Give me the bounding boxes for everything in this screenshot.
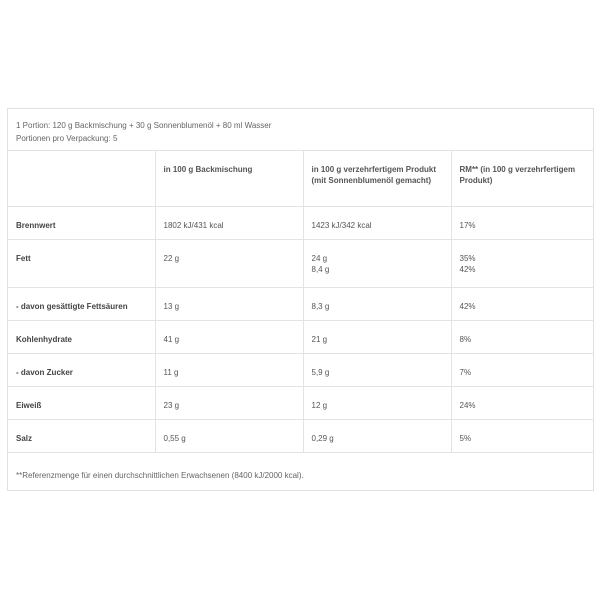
row-label: - davon Zucker <box>8 354 155 387</box>
cell-mix: 41 g <box>155 321 303 354</box>
cell-mix: 23 g <box>155 387 303 420</box>
row-label: - davon gesättigte Fettsäuren <box>8 288 155 321</box>
header-reference-intake: RM** (in 100 g verzehrfertigem Produkt) <box>451 151 593 207</box>
cell-mix: 13 g <box>155 288 303 321</box>
header-empty <box>8 151 155 207</box>
table-row <box>8 288 593 321</box>
row-label: Salz <box>8 420 155 453</box>
row-label: Fett <box>8 240 155 288</box>
table-row <box>8 354 593 387</box>
cell-mix: 1802 kJ/431 kcal <box>155 207 303 240</box>
table-row <box>8 240 593 288</box>
cell-prepared: 5,9 g <box>303 354 451 387</box>
reference-footnote: **Referenzmenge für einen durchschnittlichen Erwachsenen (8400 kJ/2000 kcal). <box>16 471 304 480</box>
row-label: Kohlenhydrate <box>8 321 155 354</box>
cell-ri-line2: 42% <box>459 265 476 274</box>
cell-prepared-line2: 8,4 g <box>311 265 330 274</box>
cell-ri: 17% <box>451 207 593 240</box>
header-per-100g-mix: in 100 g Backmischung <box>155 151 303 207</box>
cell-prepared: 0,29 g <box>303 420 451 453</box>
cell-ri-line1: 35% <box>459 254 476 263</box>
cell-prepared: 12 g <box>303 387 451 420</box>
cell-prepared <box>303 240 451 288</box>
header-per-100g-prepared: in 100 g verzehrfertigem Produkt (mit Sonnenblumenöl gemacht) <box>303 151 451 207</box>
table-header-row <box>8 151 593 207</box>
table-row <box>8 387 593 420</box>
portion-line: 1 Portion: 120 g Backmischung + 30 g Sonnenblumenöl + 80 ml Wasser <box>16 121 272 130</box>
cell-prepared: 21 g <box>303 321 451 354</box>
row-label: Brennwert <box>8 207 155 240</box>
cell-prepared: 1423 kJ/342 kcal <box>303 207 451 240</box>
cell-prepared: 8,3 g <box>303 288 451 321</box>
cell-ri: 8% <box>451 321 593 354</box>
cell-ri: 5% <box>451 420 593 453</box>
nutrition-table <box>8 150 593 453</box>
cell-mix: 22 g <box>155 240 303 288</box>
row-label: Eiweiß <box>8 387 155 420</box>
portion-info <box>16 119 271 145</box>
servings-line: Portionen pro Verpackung: 5 <box>16 134 118 143</box>
nutrition-panel <box>7 108 594 491</box>
cell-ri: 42% <box>451 288 593 321</box>
cell-mix: 0,55 g <box>155 420 303 453</box>
cell-mix: 11 g <box>155 354 303 387</box>
table-row <box>8 207 593 240</box>
cell-ri: 7% <box>451 354 593 387</box>
cell-prepared-line1: 24 g <box>311 254 328 263</box>
cell-ri: 24% <box>451 387 593 420</box>
cell-ri <box>451 240 593 288</box>
table-row <box>8 321 593 354</box>
table-row <box>8 420 593 453</box>
